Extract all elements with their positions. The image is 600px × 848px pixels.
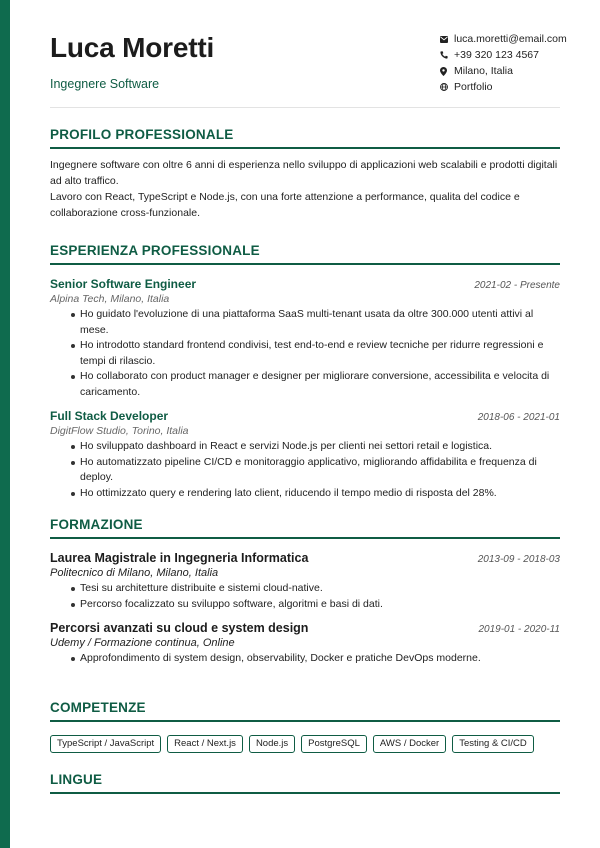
bullet-item: Approfondimento di system design, observability, Docker e pratiche DevOps moderne.	[71, 651, 560, 667]
education-bullets	[50, 581, 560, 612]
degree-title: Laurea Magistrale in Ingegneria Informatica	[50, 551, 309, 565]
job-bullets	[50, 307, 560, 400]
skills-section	[50, 700, 560, 753]
section-title: COMPETENZE	[50, 700, 560, 722]
candidate-role: Ingegnere Software	[50, 77, 160, 91]
skills-list	[50, 735, 560, 753]
candidate-name: Luca Moretti	[50, 32, 215, 63]
job-dates: 2021-02 - Presente	[474, 280, 560, 291]
profile-line: Lavoro con React, TypeScript e Node.js, con una forte attenzione a performance, qualita del codice e collaborazione cross-funzionale.	[50, 191, 520, 219]
job-company: Alpina Tech, Milano, Italia	[50, 293, 170, 305]
education-header	[50, 551, 560, 565]
job-company: DigitFlow Studio, Torino, Italia	[50, 425, 189, 437]
education-entry	[50, 551, 560, 612]
bullet-item: Ho sviluppato dashboard in React e servizi Node.js per clienti nei settori retail e logistica.	[71, 439, 560, 455]
contact-portfolio[interactable]	[440, 79, 570, 95]
education-bullets	[50, 651, 560, 667]
education-dates: 2013-09 - 2018-03	[477, 554, 560, 565]
job-header	[50, 277, 560, 291]
job-title: Senior Software Engineer	[50, 277, 197, 291]
education-institution: Udemy / Formazione continua, Online	[50, 637, 235, 649]
location-pin-icon	[440, 67, 454, 76]
course-title: Percorsi avanzati su cloud e system design	[50, 621, 309, 635]
profile-text	[50, 157, 560, 221]
resume-header	[50, 0, 567, 108]
globe-icon	[440, 83, 454, 91]
job-entry	[50, 277, 560, 400]
skill-tag: React / Next.js	[167, 735, 243, 753]
skill-tag: AWS / Docker	[373, 735, 446, 753]
education-section	[50, 517, 560, 667]
contact-location	[440, 63, 570, 79]
contact-location-text: Milano, Italia	[454, 65, 513, 77]
education-institution: Politecnico di Milano, Milano, Italia	[50, 567, 219, 579]
profile-line: Ingegnere software con oltre 6 anni di esperienza nello sviluppo di applicazioni web scalabili e prodotti digitali ad alto traffico.	[50, 159, 558, 187]
contact-email[interactable]	[440, 31, 570, 47]
skill-tag: Node.js	[249, 735, 295, 753]
job-dates: 2018-06 - 2021-01	[477, 412, 560, 423]
section-title: LINGUE	[50, 772, 560, 794]
contact-portfolio-link: Portfolio	[454, 81, 493, 93]
skill-tag: Testing & CI/CD	[452, 735, 534, 753]
job-title: Full Stack Developer	[50, 409, 169, 423]
profile-section	[50, 127, 560, 221]
mail-icon	[440, 36, 454, 43]
skill-tag: PostgreSQL	[301, 735, 367, 753]
education-dates: 2019-01 - 2020-11	[478, 624, 560, 635]
bullet-item: Ho introdotto standard frontend condivisi, test end-to-end e review tecniche per ridurre regressioni e tempi di rilascio.	[71, 338, 560, 369]
phone-icon	[440, 51, 454, 59]
job-header	[50, 409, 560, 423]
bullet-item: Ho collaborato con product manager e designer per migliorare conversione, accessibilita e velocita di caricamento.	[71, 369, 560, 400]
contact-phone[interactable]	[440, 47, 570, 63]
experience-section	[50, 243, 560, 501]
section-title: PROFILO PROFESSIONALE	[50, 127, 560, 149]
bullet-item: Tesi su architetture distribuite e sistemi cloud-native.	[71, 581, 560, 597]
contact-email-text: luca.moretti@email.com	[454, 33, 567, 45]
bullet-item: Ho guidato l'evoluzione di una piattaforma SaaS multi-tenant usata da oltre 300.000 utenti attivi al mese.	[71, 307, 560, 338]
job-entry	[50, 409, 560, 501]
section-title: ESPERIENZA PROFESSIONALE	[50, 243, 560, 265]
job-bullets	[50, 439, 560, 501]
contact-phone-text: +39 320 123 4567	[454, 49, 539, 61]
bullet-item: Ho ottimizzato query e rendering lato client, riducendo il tempo medio di risposta del 28%.	[71, 486, 560, 502]
section-title: FORMAZIONE	[50, 517, 560, 539]
skill-tag: TypeScript / JavaScript	[50, 735, 161, 753]
resume-page	[50, 0, 567, 787]
contact-list	[440, 31, 570, 95]
education-header	[50, 621, 560, 635]
accent-bar	[0, 0, 10, 848]
languages-section	[50, 772, 560, 794]
education-entry	[50, 621, 560, 667]
bullet-item: Percorso focalizzato su sviluppo software, algoritmi e basi di dati.	[71, 597, 560, 613]
bullet-item: Ho automatizzato pipeline CI/CD e monitoraggio applicativo, migliorando affidabilita e frequenza di deploy.	[71, 455, 560, 486]
